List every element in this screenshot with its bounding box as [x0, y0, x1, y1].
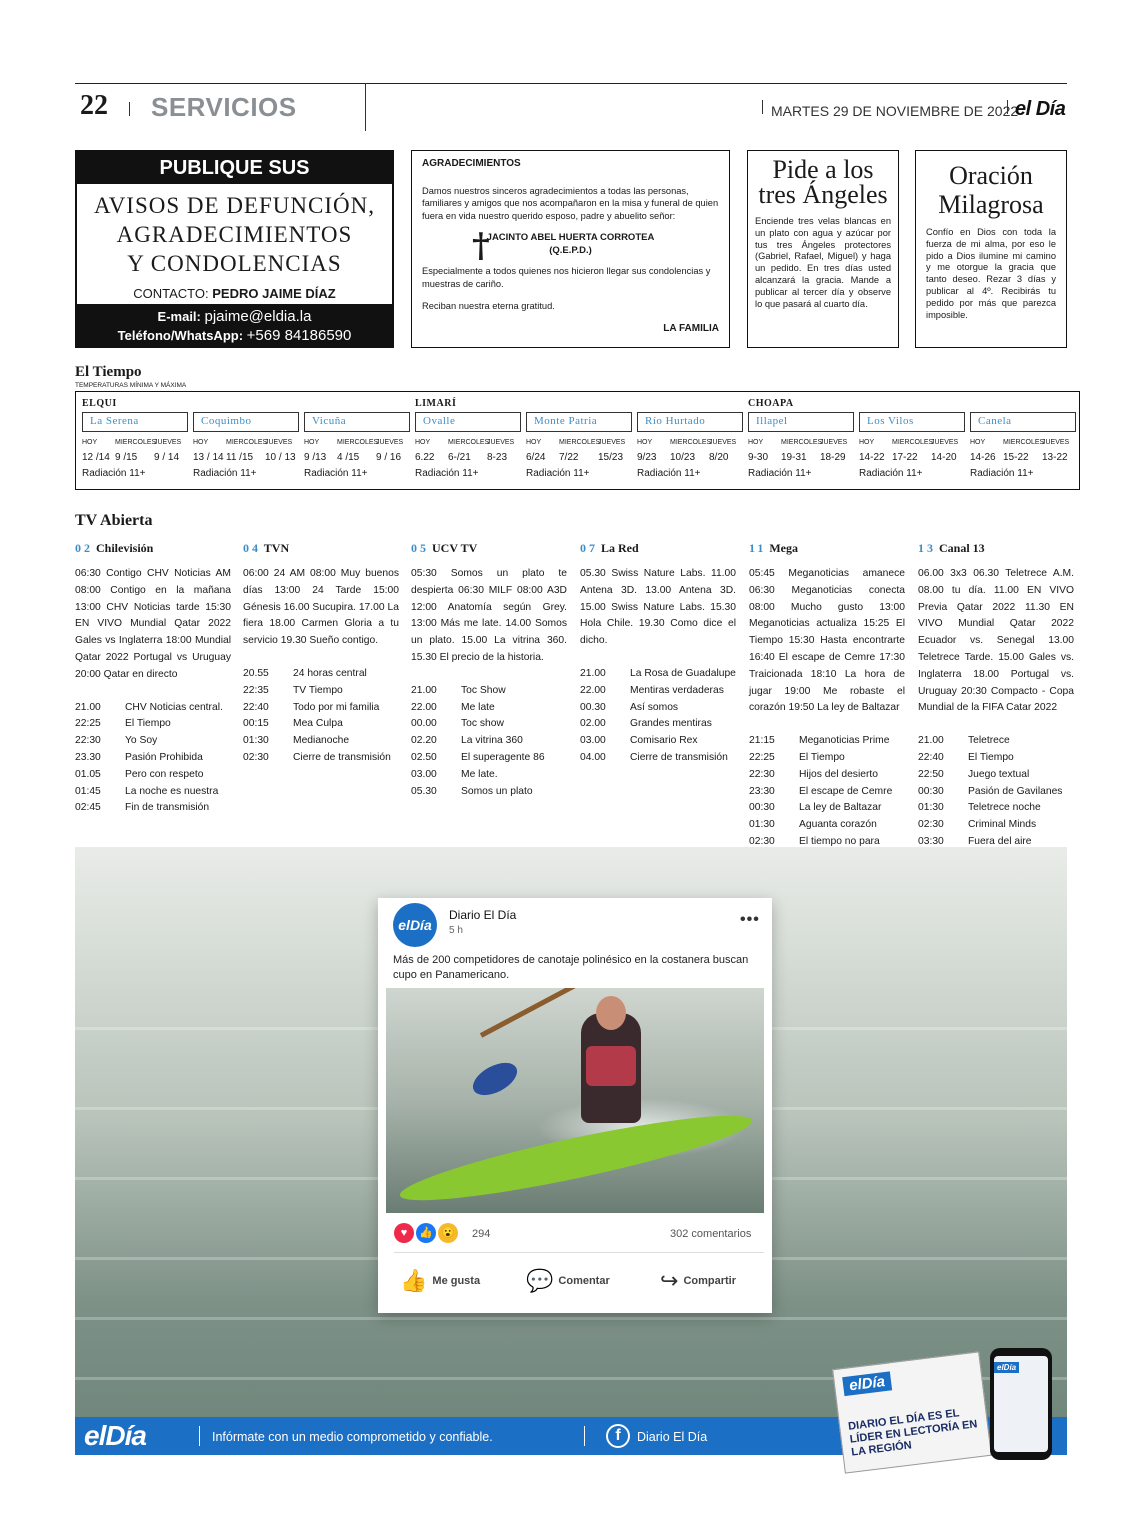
channel-name: TVN	[263, 541, 290, 555]
footer-slogan: Infórmate con un medio comprometido y confiable.	[212, 1430, 493, 1444]
city-name: La Serena	[82, 412, 188, 432]
program-title: Toc Show	[461, 684, 506, 696]
program-row	[580, 716, 736, 733]
program-title: Hijos del desierto	[799, 768, 878, 780]
temp-jue: 9 / 14	[154, 452, 180, 463]
divider	[762, 100, 763, 114]
program-title: La Rosa de Guadalupe	[630, 667, 736, 679]
program-title: Meganoticias Prime	[799, 735, 890, 747]
temp-hoy: 12 /14	[82, 452, 110, 463]
phone-label: Teléfono/WhatsApp:	[117, 328, 244, 343]
temp-hoy: 6/24	[526, 452, 546, 463]
post-time: 5 h	[449, 925, 463, 936]
temp-jue: 15/23	[598, 452, 624, 463]
program-title: Cierre de transmisión	[293, 751, 391, 763]
city-name: Monte Patria	[526, 412, 632, 432]
like-button[interactable]	[400, 1268, 480, 1294]
notice-heading: AGRADECIMIENTOS	[422, 158, 521, 169]
program-row	[918, 800, 1074, 817]
program-time: 22:50	[918, 768, 944, 780]
notice-text: Damos nuestros sinceros agradecimientos a todas las personas, familiares y amigos que nos acompañaron en la misa y funeral de quien fuera en vida nuestro querido esposo, padre y abuelito señor:	[422, 185, 719, 221]
program-title: El Tiempo	[968, 751, 1014, 763]
program-title: 24 horas central	[293, 667, 367, 679]
more-options-icon[interactable]: •••	[740, 911, 760, 928]
city-name: Ovalle	[415, 412, 521, 432]
post-text: Más de 200 competidores de canotaje polinésico en la costanera buscan cupo en Panamericano.	[393, 954, 749, 981]
wow-icon: 😮	[438, 1223, 458, 1243]
city-name: Vicuña	[304, 412, 410, 432]
channel-heading	[918, 541, 1074, 556]
weather-label: JUEVES	[820, 439, 848, 446]
weather-label: MIERCOLES	[781, 439, 823, 446]
program-time: 01:30	[918, 802, 944, 814]
cross-icon: †	[472, 226, 490, 266]
channel-number: 13	[918, 541, 936, 555]
program-time: 05.30	[411, 785, 437, 797]
like-label: Me gusta	[432, 1274, 481, 1287]
program-title: Toc show	[461, 718, 504, 730]
publique-top: PUBLIQUE SUS	[77, 152, 392, 184]
program-time: 02:30	[243, 751, 269, 763]
facebook-page-link[interactable]: Diario El Día	[637, 1430, 708, 1444]
program-title: Mentiras verdaderas	[630, 684, 724, 696]
temp-mie: 19-31	[781, 452, 807, 463]
program-time: 02.20	[411, 735, 437, 747]
temp-mie: 4 /15	[337, 452, 360, 463]
program-row	[411, 750, 567, 767]
agradecimientos-notice	[411, 150, 730, 348]
publique-ad	[75, 150, 394, 348]
program-time: 22:25	[75, 718, 101, 730]
weather-label: MIERCOLES	[670, 439, 712, 446]
program-row	[75, 716, 231, 733]
tv-channel-column	[580, 541, 736, 767]
program-title: Teletrece noche	[968, 802, 1041, 814]
program-row	[75, 800, 231, 817]
phone-image	[990, 1348, 1052, 1460]
program-row	[918, 767, 1074, 784]
program-row	[75, 733, 231, 750]
brand-logo: el Día	[1015, 98, 1066, 120]
program-time: 20.55	[243, 667, 269, 679]
program-time: 03.00	[411, 768, 437, 780]
channel-number: 05	[411, 541, 429, 555]
program-time: 22:25	[749, 751, 775, 763]
tv-channel-column	[243, 541, 399, 767]
phone-logo: elDía	[994, 1362, 1019, 1373]
program-title: CHV Noticias central.	[125, 701, 223, 713]
program-row	[243, 666, 399, 683]
program-time: 00.30	[580, 701, 606, 713]
channel-name: Chilevisión	[96, 541, 154, 555]
temp-mie: 17-22	[892, 452, 918, 463]
comments-count[interactable]: 302 comentarios	[670, 1228, 752, 1240]
program-title: TV Tiempo	[293, 684, 343, 696]
program-row	[411, 716, 567, 733]
program-row	[243, 700, 399, 717]
temp-mie: 9 /15	[115, 452, 138, 463]
program-title: Juego textual	[968, 768, 1030, 780]
weather-label: MIERCOLES	[1003, 439, 1045, 446]
tv-channel-column	[918, 541, 1074, 851]
divider	[584, 1426, 585, 1446]
program-title: Me late	[461, 701, 495, 713]
radiation-index: Radiación 11+	[970, 468, 1034, 479]
temp-jue: 10 / 13	[265, 452, 296, 463]
temp-hoy: 14-22	[859, 452, 885, 463]
program-row	[918, 817, 1074, 834]
daytime-schedule: 06:30 Contigo CHV Noticias AM 08:00 Contigo en la mañana 13:00 CHV Noticias tarde 15:30 EN VIVO Mundial Qatar 2022 Gales vs Inglaterra 18:00 Mundial Qatar 2022 Portugal vs Uruguay 20:00 Qatar en directo	[75, 568, 231, 680]
region-label: CHOAPA	[748, 398, 794, 409]
page-header	[75, 86, 1067, 132]
temp-jue: 8/20	[709, 452, 729, 463]
program-time: 21.00	[580, 667, 606, 679]
temp-jue: 14-20	[931, 452, 957, 463]
temp-mie: 7/22	[559, 452, 579, 463]
oracion-title: Oración Milagrosa	[938, 161, 1044, 219]
channel-number: 02	[75, 541, 93, 555]
pide-angeles-notice	[747, 150, 899, 348]
radiation-index: Radiación 11+	[859, 468, 923, 479]
email-link[interactable]: pjaime@eldia.la	[204, 308, 312, 325]
radiation-index: Radiación 11+	[415, 468, 479, 479]
post-avatar[interactable]: elDía	[393, 903, 437, 947]
temp-jue: 8-23	[487, 452, 508, 463]
share-label: Compartir	[683, 1274, 736, 1287]
program-time: 22:30	[749, 768, 775, 780]
city-name: Canela	[970, 412, 1076, 432]
program-row	[411, 700, 567, 717]
newspaper-logo: elDía	[842, 1371, 892, 1396]
program-title: Fuera del aire	[968, 835, 1032, 847]
newspaper-image	[832, 1351, 992, 1473]
program-time: 21.00	[75, 701, 101, 713]
radiation-index: Radiación 11+	[304, 468, 368, 479]
program-row	[749, 767, 905, 784]
email-label: E-mail:	[157, 309, 201, 324]
channel-name: La Red	[601, 541, 639, 555]
program-title: Mea Culpa	[293, 718, 343, 730]
weather-label: HOY	[82, 439, 98, 446]
tv-channel-column	[411, 541, 567, 800]
program-row	[580, 733, 736, 750]
channel-name: UCV TV	[432, 541, 478, 555]
program-row	[749, 733, 905, 750]
notice-signature: LA FAMILIA	[663, 322, 719, 334]
radiation-index: Radiación 11+	[193, 468, 257, 479]
program-title: Medianoche	[293, 735, 350, 747]
program-title: La ley de Baltazar	[799, 802, 882, 814]
region-label: LIMARÍ	[415, 398, 457, 409]
program-title: Así somos	[630, 701, 679, 713]
program-title: Teletrece	[968, 735, 1010, 747]
program-row	[75, 767, 231, 784]
channel-heading	[749, 541, 905, 556]
tv-title: TV Abierta	[75, 512, 153, 529]
program-row	[749, 817, 905, 834]
temp-jue: 9 / 16	[376, 452, 402, 463]
channel-number: 04	[243, 541, 261, 555]
weather-label: HOY	[526, 439, 542, 446]
weather-label: MIERCOLES	[448, 439, 490, 446]
program-title: Pasión de Gavilanes	[968, 785, 1063, 797]
program-row	[243, 683, 399, 700]
program-title: Pasión Prohibida	[125, 751, 203, 763]
program-time: 23.30	[75, 751, 101, 763]
channel-heading	[411, 541, 567, 556]
program-title: La vitrina 360	[461, 735, 523, 747]
program-row	[243, 716, 399, 733]
divider	[365, 83, 366, 131]
weather-label: JUEVES	[487, 439, 515, 446]
program-time: 22:40	[918, 751, 944, 763]
name-text: JACINTO ABEL HUERTA CORROTEA	[486, 232, 655, 243]
program-time: 01.05	[75, 768, 101, 780]
daytime-schedule: 05:30 Somos un plato te despierta 06:30 MILF 08:00 A3D 12:00 Anatomía según Grey. 13:00 Más me late. 14.00 Somos un plato. 15.00 La vitrina 360. 15.30 El precio de la historia.	[411, 568, 567, 663]
program-row	[580, 700, 736, 717]
program-time: 21:15	[749, 735, 775, 747]
weather-label: MIERCOLES	[559, 439, 601, 446]
weather-label: HOY	[304, 439, 320, 446]
publique-contact	[77, 286, 392, 301]
program-time: 00.00	[411, 718, 437, 730]
radiation-index: Radiación 11+	[748, 468, 812, 479]
weather-subtitle: TEMPERATURAS MÍNIMA Y MÁXIMA	[75, 382, 187, 389]
channel-heading	[243, 541, 399, 556]
notice-text: Especialmente a todos quienes nos hicieron llegar sus condolencias y muestras de cariño.	[422, 266, 711, 289]
weather-label: JUEVES	[709, 439, 737, 446]
share-button[interactable]	[660, 1268, 736, 1294]
post-author[interactable]: Diario El Día	[449, 908, 517, 922]
divider	[394, 1252, 764, 1253]
weather-label: MIERCOLES	[337, 439, 379, 446]
program-time: 03.00	[580, 735, 606, 747]
program-title: Pero con respeto	[125, 768, 204, 780]
contact-label: CONTACTO:	[133, 286, 209, 301]
section-title: SERVICIOS	[151, 92, 297, 122]
temp-mie: 6-/21	[448, 452, 471, 463]
program-title: Comisario Rex	[630, 735, 698, 747]
notice-text: Reciban nuestra eterna gratitud.	[422, 301, 555, 311]
program-time: 22.00	[580, 684, 606, 696]
temp-mie: 15-22	[1003, 452, 1029, 463]
city-name: Río Hurtado	[637, 412, 743, 432]
program-time: 00:15	[243, 718, 269, 730]
weather-label: MIERCOLES	[892, 439, 934, 446]
program-row	[411, 767, 567, 784]
program-row	[580, 750, 736, 767]
weather-label: JUEVES	[154, 439, 182, 446]
region-label: ELQUI	[82, 398, 117, 409]
weather-label: HOY	[748, 439, 764, 446]
program-time: 01:30	[749, 819, 775, 831]
program-row	[580, 683, 736, 700]
temp-hoy: 14-26	[970, 452, 996, 463]
program-row	[243, 750, 399, 767]
program-title: Cierre de transmisión	[630, 751, 728, 763]
program-title: Me late.	[461, 768, 498, 780]
weather-label: HOY	[415, 439, 431, 446]
program-time: 04.00	[580, 751, 606, 763]
daytime-schedule: 06.00 3x3 06.30 Teletrece A.M. 08.00 tu día. 11.00 EN VIVO Previa Qatar 2022 11.30 EN VIVO Mundial Qatar 2022 Ecuador vs. Senegal 13.00 Teletrece Tarde. 15.00 Gales vs. Inglaterra 18.00 Portugal vs. Uruguay 20:30 Compacto - Copa Mundial de la FIFA Catar 2022	[918, 568, 1074, 714]
city-name: Illapel	[748, 412, 854, 432]
temp-hoy: 6.22	[415, 452, 435, 463]
daytime-schedule: 05:45 Meganoticias amanece 06:30 Meganoticias conecta 08:00 Mucho gusto 13:00 Meganoticias actualiza 15:25 El Tiempo 15:30 Hasta encontrarte 16:40 El escape de Cemre 17:30 Traicionada 18:10 La hora de jugar 19:00 Me robaste el corazón 19:50 La ley de Baltazar	[749, 568, 905, 714]
temp-jue: 18-29	[820, 452, 846, 463]
program-time: 02:45	[75, 802, 101, 814]
program-row	[75, 700, 231, 717]
channel-heading	[75, 541, 231, 556]
program-row	[243, 733, 399, 750]
program-time: 01:45	[75, 785, 101, 797]
radiation-index: Radiación 11+	[526, 468, 590, 479]
publique-title	[77, 184, 392, 278]
program-row	[918, 750, 1074, 767]
program-row	[411, 733, 567, 750]
program-title: La noche es nuestra	[125, 785, 219, 797]
program-time: 03:30	[918, 835, 944, 847]
program-row	[75, 784, 231, 801]
temp-mie: 10/23	[670, 452, 696, 463]
program-time: 00:30	[749, 802, 775, 814]
program-title: Yo Soy	[125, 735, 158, 747]
temp-jue: 13-22	[1042, 452, 1068, 463]
pide-text: Enciende tres velas blancas en un plato con agua y azúcar por tus tres Ángeles protectores (Gabriel, Rafael, Miguel) y haga un pedido. En tres días usted alcanzará la gracia. Mande a publicar al tercer día y observe lo que pasará al cuarto día.	[755, 216, 891, 309]
program-time: 22:40	[243, 701, 269, 713]
temp-mie: 11 /15	[226, 452, 254, 463]
city-name: Los Vilos	[859, 412, 965, 432]
program-time: 00:30	[918, 785, 944, 797]
channel-number: 07	[580, 541, 598, 555]
love-icon: ♥	[394, 1223, 414, 1243]
channel-name: Mega	[769, 541, 798, 555]
facebook-icon[interactable]: f	[606, 1424, 630, 1448]
comment-label: Comentar	[558, 1274, 610, 1287]
program-title: El Tiempo	[125, 718, 171, 730]
pide-title: Pide a los tres Ángeles	[758, 155, 888, 209]
weather-label: JUEVES	[376, 439, 404, 446]
program-title: Fin de transmisión	[125, 802, 210, 814]
program-title: El escape de Cemre	[799, 785, 893, 797]
publique-line: Y CONDOLENCIAS	[127, 251, 342, 276]
weather-label: HOY	[859, 439, 875, 446]
program-row	[749, 800, 905, 817]
program-row	[749, 750, 905, 767]
daytime-schedule: 05.30 Swiss Nature Labs. 11.00 Antena 3D. 13.00 Antena 3D. 15.00 Swiss Nature Labs. 15.30 Hola Chile. 19.30 Como dice el dicho.	[580, 568, 736, 647]
reactions-count[interactable]: 294	[472, 1228, 491, 1240]
weather-label: HOY	[193, 439, 209, 446]
program-time: 02.00	[580, 718, 606, 730]
program-time: 23:30	[749, 785, 775, 797]
program-time: 02.50	[411, 751, 437, 763]
temp-hoy: 13 / 14	[193, 452, 224, 463]
channel-name: Canal 13	[939, 541, 985, 555]
weather-label: MIERCOLES	[226, 439, 268, 446]
temp-hoy: 9-30	[748, 452, 769, 463]
program-time: 22:35	[243, 684, 269, 696]
weather-label: JUEVES	[1042, 439, 1070, 446]
publique-line: AVISOS DE DEFUNCIÓN,	[94, 193, 375, 218]
phone-number: +569 84186590	[246, 327, 352, 344]
footer-logo: elDía	[84, 1420, 146, 1451]
channel-number: 11	[749, 541, 767, 555]
oracion-text: Confío en Dios con toda la fuerza de mi alma, por eso le pido a Dios ilumine mi camino y me otorgue la gracia que tanto deseo. Rezar 3 días y publicar al 4º. Recibirás tu pedido por más que parezca imposible.	[926, 227, 1056, 320]
program-row	[75, 750, 231, 767]
kayak-photo[interactable]	[386, 988, 764, 1213]
program-time: 02:30	[749, 835, 775, 847]
program-row	[411, 784, 567, 801]
program-title: El Tiempo	[799, 751, 845, 763]
publique-line: AGRADECIMIENTOS	[116, 222, 353, 247]
tv-channel-column	[749, 541, 905, 868]
program-row	[918, 784, 1074, 801]
program-time: 22.00	[411, 701, 437, 713]
like-icon: 👍	[416, 1223, 436, 1243]
program-title: Todo por mi familia	[293, 701, 380, 713]
program-title: Aguanta corazón	[799, 819, 877, 831]
header-rule	[75, 83, 1067, 84]
newspaper-headline: DIARIO EL DÍA ES EL LÍDER EN LECTORÍA EN LA REGIÓN	[847, 1407, 978, 1459]
publique-bottom	[77, 304, 392, 346]
thumbs-up-icon: 👍	[400, 1268, 428, 1293]
channel-heading	[580, 541, 736, 556]
divider	[1007, 100, 1008, 114]
program-time: 22:30	[75, 735, 101, 747]
city-name: Coquimbo	[193, 412, 299, 432]
divider	[199, 1426, 200, 1446]
program-time: 01:30	[243, 735, 269, 747]
temp-hoy: 9 /13	[304, 452, 327, 463]
speech-bubble-icon: 💬	[526, 1268, 554, 1293]
program-title: El tiempo no para	[799, 835, 880, 847]
weather-label: HOY	[637, 439, 653, 446]
temp-hoy: 9/23	[637, 452, 657, 463]
qepd: (Q.E.P.D.)	[549, 244, 592, 256]
weather-title: El Tiempo	[75, 364, 142, 380]
divider	[129, 102, 130, 116]
weather-label: JUEVES	[265, 439, 293, 446]
weather-table	[75, 391, 1080, 490]
program-row	[918, 733, 1074, 750]
program-time: 02:30	[918, 819, 944, 831]
weather-label: JUEVES	[931, 439, 959, 446]
weather-label: JUEVES	[598, 439, 626, 446]
radiation-index: Radiación 11+	[637, 468, 701, 479]
share-arrow-icon: ↪	[660, 1268, 679, 1293]
oracion-notice	[915, 150, 1067, 348]
program-row	[580, 666, 736, 683]
program-title: Criminal Minds	[968, 819, 1037, 831]
issue-date: MARTES 29 DE NOVIEMBRE DE 2022	[771, 103, 1019, 119]
program-title: Somos un plato	[461, 785, 533, 797]
radiation-index: Radiación 11+	[82, 468, 146, 479]
program-title: El superagente 86	[461, 751, 545, 763]
comment-button[interactable]	[526, 1268, 610, 1294]
program-title: Grandes mentiras	[630, 718, 712, 730]
program-time: 21.00	[411, 684, 437, 696]
weather-label: HOY	[970, 439, 986, 446]
weather-label: MIERCOLES	[115, 439, 157, 446]
program-time: 21.00	[918, 735, 944, 747]
program-row	[749, 784, 905, 801]
page-number: 22	[80, 90, 108, 121]
contact-name: PEDRO JAIME DÍAZ	[212, 286, 336, 301]
daytime-schedule: 06:00 24 AM 08:00 Muy buenos días 13:00 24 Tarde 15:00 Génesis 16.00 Sucupira. 17.00 La fiera 18.00 Carmen Gloria a tu servicio 19.30 Sueño contigo.	[243, 568, 399, 647]
program-row	[411, 683, 567, 700]
tv-channel-column	[75, 541, 231, 817]
